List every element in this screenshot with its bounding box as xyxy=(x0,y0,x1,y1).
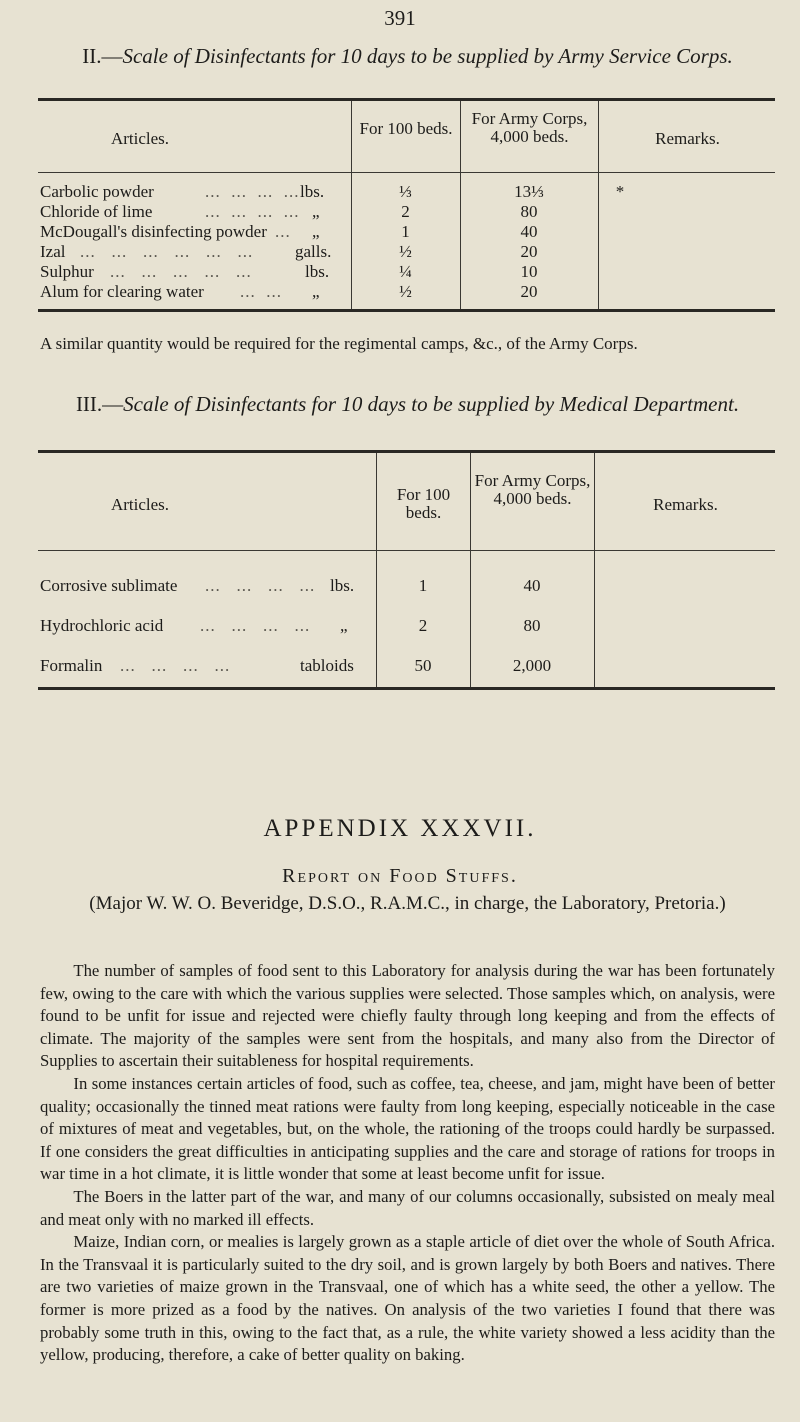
table-3-col-100-beds: For 100 beds. xyxy=(396,485,451,522)
table-2-article: Carbolic powder xyxy=(40,182,154,201)
table-3-col-remarks: Remarks. xyxy=(653,495,718,514)
table-3-article: Hydrochloric acid xyxy=(40,616,164,635)
table-2-heading-text: Scale of Disinfectants for 10 days to be supplied by Army Service Corps. xyxy=(122,44,733,68)
leader-dots: ... ... ... ... xyxy=(120,656,231,675)
table-2-col-remarks: Remarks. xyxy=(655,129,720,148)
leader-dots: ... xyxy=(275,222,291,241)
table-3-heading xyxy=(40,392,775,417)
table-2-article: McDougall's disinfecting powder xyxy=(40,222,267,241)
leader-dots: ... ... xyxy=(240,282,282,301)
table-2-header-rule xyxy=(38,172,775,173)
leader-dots: ... ... ... ... ... xyxy=(110,262,252,281)
table-3-header-rule xyxy=(38,550,775,551)
table-2-qty-corps: 10 xyxy=(520,262,538,281)
table-3-col-divider xyxy=(594,453,595,687)
table-2-qty-corps: 13⅓ xyxy=(514,182,544,201)
report-author: (Major W. W. O. Beveridge, D.S.O., R.A.M.C., in charge, the Laboratory, Pretoria.) xyxy=(89,893,726,914)
table-2-unit: „ xyxy=(312,202,320,221)
table-2-col-army-corps: For Army Corps, 4,000 beds. xyxy=(471,109,588,146)
table-2-unit: „ xyxy=(312,282,320,301)
table-2-qty-100: 2 xyxy=(401,202,410,221)
table-3-top-rule xyxy=(38,450,775,453)
table-2-remarks: * xyxy=(615,182,625,201)
report-title: Report on Food Stuffs. xyxy=(282,865,518,887)
table-2-article: Alum for clearing water xyxy=(40,282,204,301)
table-2-unit: galls. xyxy=(295,242,332,261)
leader-dots: ... ... ... ... ... ... xyxy=(80,242,254,261)
table-2-top-rule xyxy=(38,98,775,101)
table-2-unit: lbs. xyxy=(305,262,330,281)
paragraph: The number of samples of food sent to this Laboratory for analysis during the war has been fortunately few, owing to the care with which the various supplies were selected. Those samples which, on analysis, were found to be unfit for issue and rejected were chiefly faulty through long keeping and from the effects of climate. The majority of the samples were sent from the hospitals, and many also from the Director of Supplies to ascertain their suitableness for hospital requirements. xyxy=(40,961,775,1071)
table-2-qty-corps: 20 xyxy=(520,282,538,301)
table-2-qty-corps: 20 xyxy=(520,242,538,261)
table-3-heading-number: III.— xyxy=(75,392,124,416)
table-3-bottom-rule xyxy=(38,687,775,690)
table-3-unit: tabloids xyxy=(300,656,354,675)
table-3-col-articles: Articles. xyxy=(110,495,170,514)
table-3-qty-corps: 2,000 xyxy=(512,656,552,675)
table-2-heading xyxy=(40,44,775,69)
table-2-qty-100: ½ xyxy=(399,282,412,301)
table-2-qty-100: 1 xyxy=(401,222,410,241)
table-3-col-divider xyxy=(470,453,471,687)
leader-dots: ... ... ... ... xyxy=(205,576,316,595)
table-2-heading-number: II.— xyxy=(82,44,123,68)
table-3-unit: „ xyxy=(340,616,348,635)
table-2-qty-100: ⅓ xyxy=(399,182,412,201)
table-3-article: Corrosive sublimate xyxy=(40,576,178,595)
table-2-qty-corps: 40 xyxy=(520,222,538,241)
table-3-qty-corps: 80 xyxy=(523,616,541,635)
table-2-unit: „ xyxy=(312,222,320,241)
leader-dots: ... ... ... ... xyxy=(205,182,300,201)
table-2-article: Sulphur xyxy=(40,262,94,281)
page-number: 391 xyxy=(384,6,416,30)
table-2-qty-100: ¼ xyxy=(399,262,412,281)
leader-dots: ... ... ... ... xyxy=(200,616,311,635)
paragraph: In some instances certain articles of food, such as coffee, tea, cheese, and jam, might have been of better quality; occasionally the tinned meat rations were faulty from long keeping, especially noticeable in the case of mixtures of meat and vegetables, but, on the whole, the rationing of the troops could hardly be surpassed. If one considers the great difficulties in anticipating supplies and the care and storage of rations for troops in war time in a hot climate, it is little wonder that some at least become unfit for issue. xyxy=(40,1073,775,1184)
table-3-qty-100: 50 xyxy=(414,656,432,675)
table-2-qty-corps: 80 xyxy=(520,202,538,221)
table-2-note: A similar quantity would be required for the regimental camps, &c., of the Army Corps. xyxy=(40,334,638,353)
table-2-article: Izal xyxy=(40,242,66,261)
table-3-qty-100: 2 xyxy=(418,616,428,635)
table-3-col-army-corps: For Army Corps, 4,000 beds. xyxy=(474,471,591,508)
table-2-col-100-beds: For 100 beds. xyxy=(359,119,453,138)
table-3-heading-text: Scale of Disinfectants for 10 days to be supplied by Medical Department. xyxy=(123,392,740,416)
table-3-unit: lbs. xyxy=(330,576,355,595)
table-3-col-divider xyxy=(376,453,377,687)
paragraph: Maize, Indian corn, or mealies is largely grown as a staple article of diet over the whole of South Africa. In the Transvaal it is particularly suited to the dry soil, and is grown largely by both Boers and natives. There are two varieties of maize grown in the Transvaal, one of which has a white seed, the other a yellow. The former is more prized as a food by the natives. On analysis of the two varieties I found that there was probably some truth in this, owing to the fact that, as a rule, the white variety showed a less acidity than the yellow, producing, therefore, a cake of better quality on baking. xyxy=(40,1232,775,1365)
table-3-qty-100: 1 xyxy=(418,576,428,595)
table-3-qty-corps: 40 xyxy=(523,576,541,595)
leader-dots: ... ... ... ... xyxy=(205,202,300,221)
table-3-article: Formalin xyxy=(40,656,103,675)
table-2-col-divider xyxy=(598,101,599,309)
table-2-unit: lbs. xyxy=(300,182,325,201)
table-2-bottom-rule xyxy=(38,309,775,312)
table-2-qty-100: ½ xyxy=(399,242,412,261)
paragraph: The Boers in the latter part of the war, and many of our columns occasionally, subsisted on mealy meal and meat only with no marked ill effects. xyxy=(40,1186,775,1229)
table-2-article: Chloride of lime xyxy=(40,202,153,221)
appendix-title: APPENDIX XXXVII. xyxy=(263,815,537,842)
report-body xyxy=(40,960,775,1367)
table-2-col-articles: Articles. xyxy=(110,129,170,148)
